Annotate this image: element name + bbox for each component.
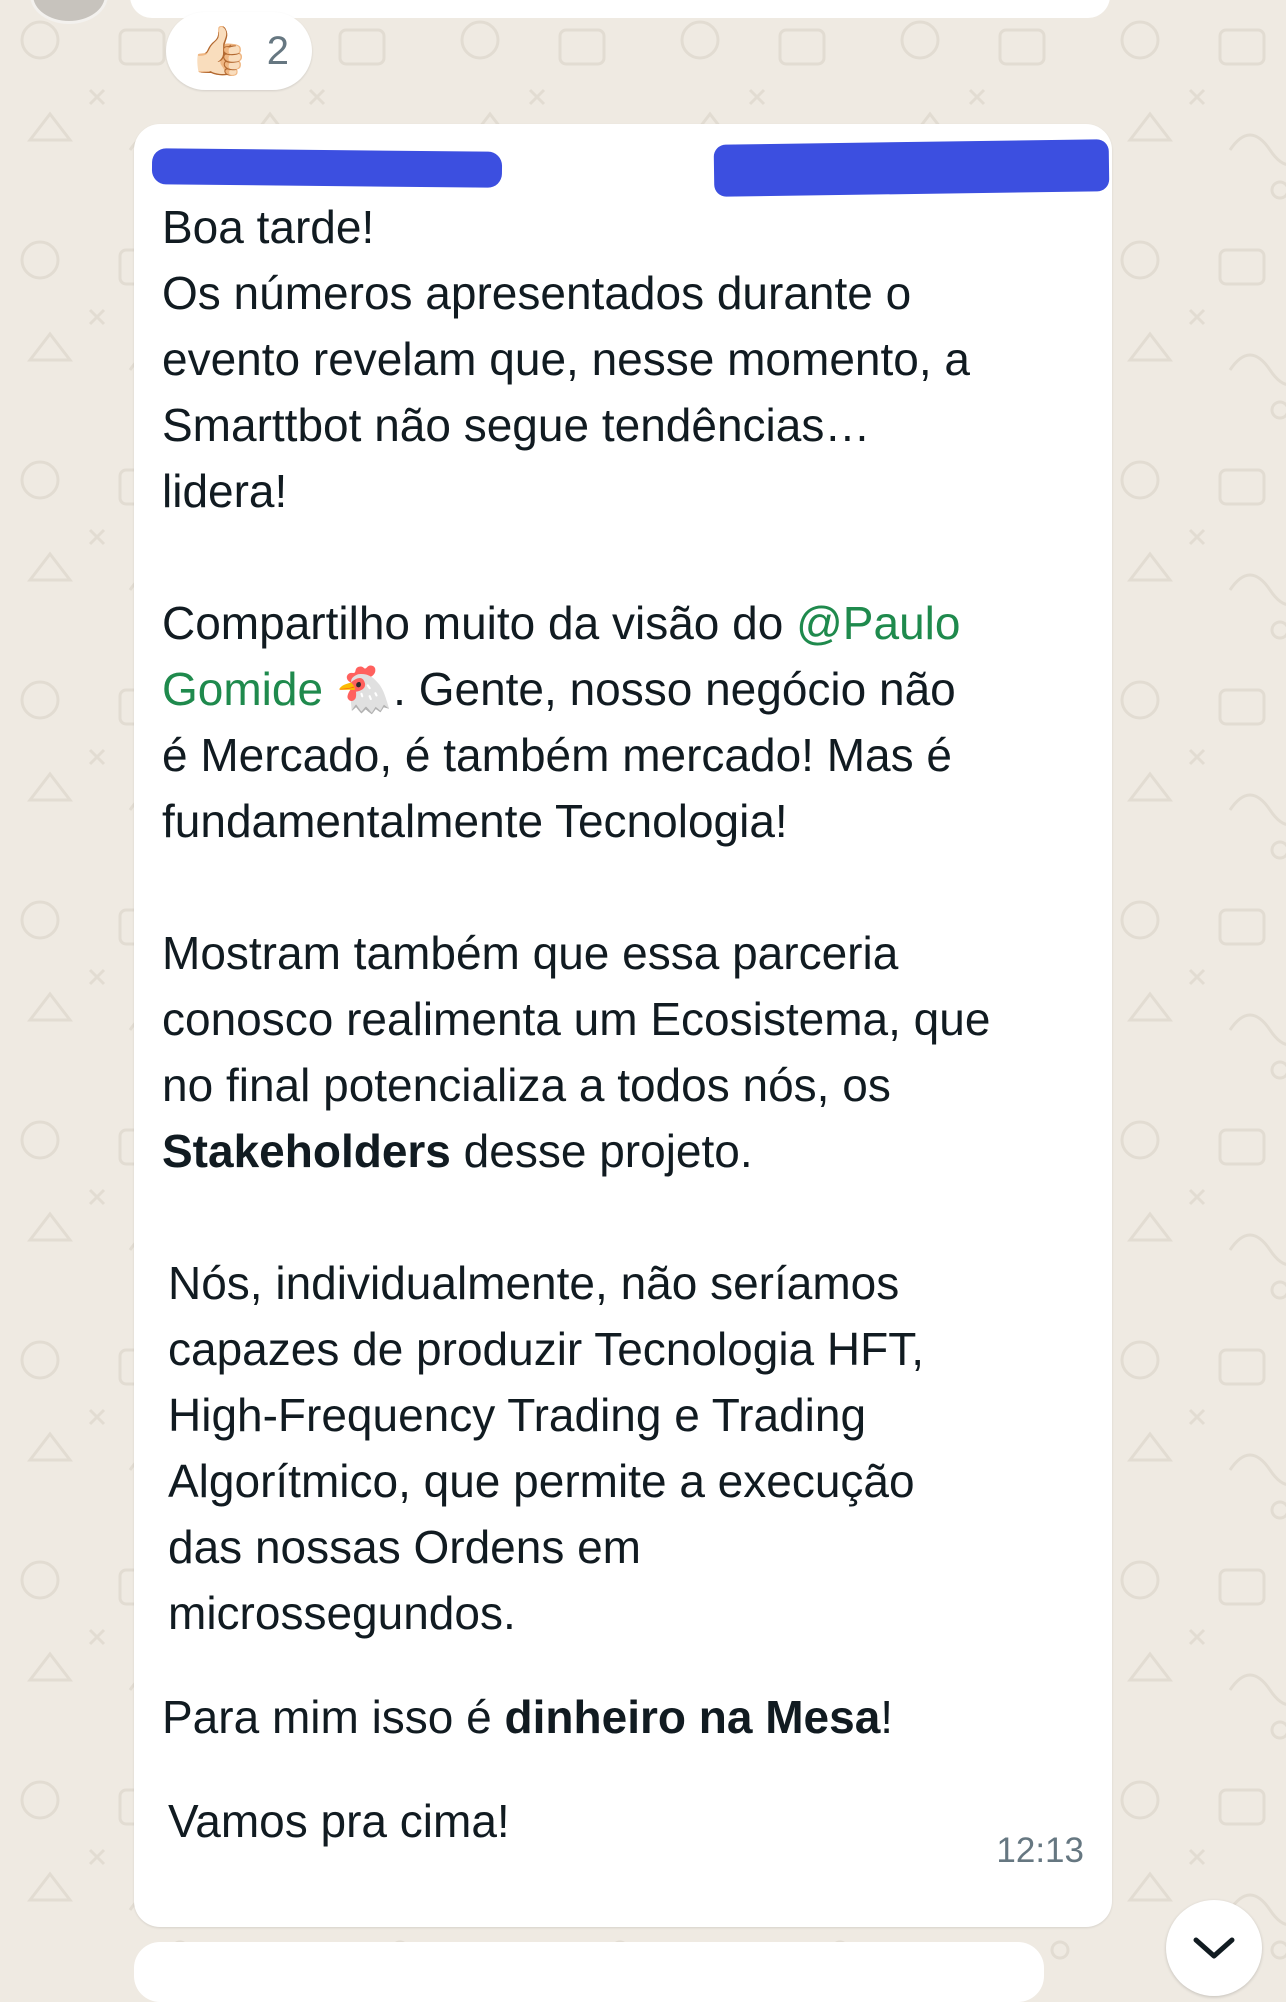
scroll-to-bottom-button[interactable]	[1166, 1900, 1262, 1996]
redacted-phone-number	[714, 139, 1110, 197]
paragraph-money: Para mim isso é dinheiro na Mesa!	[162, 1691, 894, 1743]
chevron-down-icon	[1192, 1934, 1236, 1962]
next-message-bubble[interactable]	[134, 1942, 1044, 2002]
paragraph-closing: Vamos pra cima!	[168, 1795, 510, 1847]
paragraph-ecosystem: Mostram também que essa parceria conosco realimenta um Ecosistema, que no final potencializa a todos nós, os Stakeholders desse projeto.	[162, 927, 991, 1177]
reaction-count: 2	[266, 28, 289, 73]
chicken-icon: 🐔	[335, 662, 394, 716]
reaction-badge[interactable]	[166, 12, 312, 90]
paragraph-mention: Compartilho muito da visão do @Paulo Gomide 🐔. Gente, nosso negócio não é Mercado, é também mercado! Mas é fundamentalmente Tecnologia!	[162, 597, 961, 847]
message-timestamp: 12:13	[996, 1831, 1084, 1870]
paragraph-greeting: Boa tarde! Os números apresentados durante o evento revelam que, nesse momento, a Smarttbot não segue tendências… lidera!	[162, 201, 971, 517]
redacted-sender-name	[152, 148, 502, 188]
message-bubble[interactable]	[134, 124, 1112, 1927]
paragraph-technology: Nós, individualmente, não seríamos capazes de produzir Tecnologia HFT, High-Frequency Trading e Trading Algorítmico, que permite a execução das nossas Ordens em microssegundos.	[168, 1257, 925, 1639]
mention-link[interactable]: @Paulo Gomide	[162, 597, 961, 715]
message-text	[162, 194, 1092, 1854]
thumbs-up-icon: 👍🏻	[188, 23, 249, 79]
